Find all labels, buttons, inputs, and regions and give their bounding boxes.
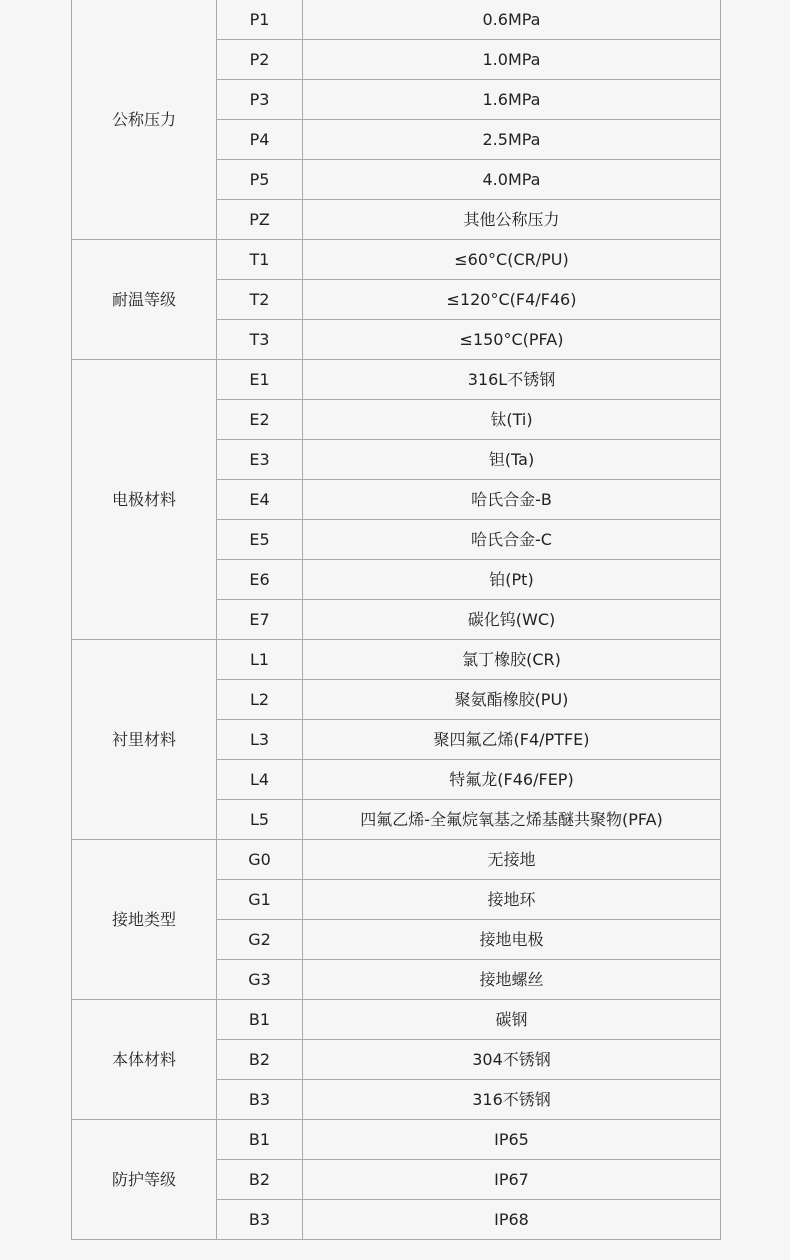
group-label-cell: 防护等级 — [72, 1120, 217, 1240]
code-cell: T2 — [217, 280, 303, 320]
code-cell: L4 — [217, 760, 303, 800]
description-cell: 304不锈钢 — [303, 1040, 721, 1080]
code-cell: B3 — [217, 1200, 303, 1240]
code-cell: L1 — [217, 640, 303, 680]
code-cell: P3 — [217, 80, 303, 120]
code-cell: PZ — [217, 200, 303, 240]
code-cell: E7 — [217, 600, 303, 640]
table-row — [72, 0, 721, 40]
code-cell: P4 — [217, 120, 303, 160]
description-cell: 钽(Ta) — [303, 440, 721, 480]
description-cell: 无接地 — [303, 840, 721, 880]
description-cell: 聚氨酯橡胶(PU) — [303, 680, 721, 720]
code-cell: G3 — [217, 960, 303, 1000]
group-label-cell: 电极材料 — [72, 360, 217, 640]
group-label-cell: 耐温等级 — [72, 240, 217, 360]
code-cell: B1 — [217, 1120, 303, 1160]
description-cell: IP65 — [303, 1120, 721, 1160]
code-cell: B2 — [217, 1040, 303, 1080]
description-cell: 接地螺丝 — [303, 960, 721, 1000]
description-cell: 碳钢 — [303, 1000, 721, 1040]
code-cell: B3 — [217, 1080, 303, 1120]
code-cell: P2 — [217, 40, 303, 80]
table-row — [72, 840, 721, 880]
description-cell: 特氟龙(F46/FEP) — [303, 760, 721, 800]
group-label-cell: 本体材料 — [72, 1000, 217, 1120]
code-cell: G0 — [217, 840, 303, 880]
description-cell: 氯丁橡胶(CR) — [303, 640, 721, 680]
code-cell: G2 — [217, 920, 303, 960]
description-cell: 接地电极 — [303, 920, 721, 960]
code-cell: E5 — [217, 520, 303, 560]
code-cell: T3 — [217, 320, 303, 360]
description-cell: ≤60°C(CR/PU) — [303, 240, 721, 280]
description-cell: ≤120°C(F4/F46) — [303, 280, 721, 320]
description-cell: 1.6MPa — [303, 80, 721, 120]
code-cell: E1 — [217, 360, 303, 400]
code-cell: E3 — [217, 440, 303, 480]
description-cell: 铂(Pt) — [303, 560, 721, 600]
spec-table-body — [72, 0, 721, 1240]
description-cell: 哈氏合金-C — [303, 520, 721, 560]
group-label-cell: 公称压力 — [72, 0, 217, 240]
description-cell: 四氟乙烯-全氟烷氧基之烯基醚共聚物(PFA) — [303, 800, 721, 840]
table-row — [72, 1120, 721, 1160]
description-cell: 1.0MPa — [303, 40, 721, 80]
description-cell: 4.0MPa — [303, 160, 721, 200]
description-cell: 接地环 — [303, 880, 721, 920]
code-cell: B1 — [217, 1000, 303, 1040]
description-cell: 316不锈钢 — [303, 1080, 721, 1120]
description-cell: ≤150°C(PFA) — [303, 320, 721, 360]
table-row — [72, 640, 721, 680]
code-cell: T1 — [217, 240, 303, 280]
description-cell: 其他公称压力 — [303, 200, 721, 240]
code-cell: L2 — [217, 680, 303, 720]
spec-table — [71, 0, 721, 1240]
code-cell: L3 — [217, 720, 303, 760]
table-row — [72, 360, 721, 400]
description-cell: 碳化钨(WC) — [303, 600, 721, 640]
group-label-cell: 衬里材料 — [72, 640, 217, 840]
code-cell: E4 — [217, 480, 303, 520]
description-cell: 哈氏合金-B — [303, 480, 721, 520]
description-cell: 2.5MPa — [303, 120, 721, 160]
description-cell: IP68 — [303, 1200, 721, 1240]
description-cell: 聚四氟乙烯(F4/PTFE) — [303, 720, 721, 760]
description-cell: IP67 — [303, 1160, 721, 1200]
table-row — [72, 1000, 721, 1040]
code-cell: L5 — [217, 800, 303, 840]
description-cell: 316L不锈钢 — [303, 360, 721, 400]
description-cell: 0.6MPa — [303, 0, 721, 40]
description-cell: 钛(Ti) — [303, 400, 721, 440]
code-cell: B2 — [217, 1160, 303, 1200]
code-cell: G1 — [217, 880, 303, 920]
group-label-cell: 接地类型 — [72, 840, 217, 1000]
table-row — [72, 240, 721, 280]
code-cell: P5 — [217, 160, 303, 200]
code-cell: E2 — [217, 400, 303, 440]
code-cell: E6 — [217, 560, 303, 600]
code-cell: P1 — [217, 0, 303, 40]
